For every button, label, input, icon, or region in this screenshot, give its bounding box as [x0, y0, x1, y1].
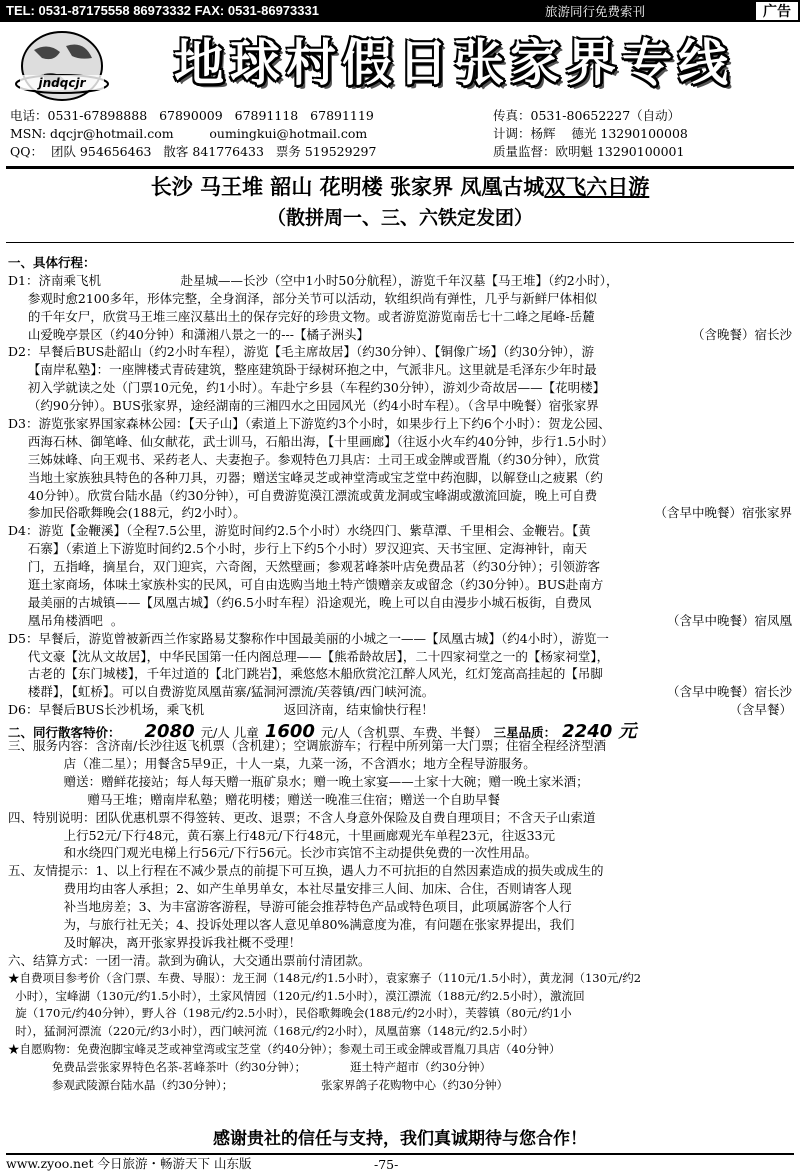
line-text: 40分钟）。欣赏台陆水晶（约30分钟），可自费游览漠江漂流或黄龙洞或宝峰湖或激流回旋，晚上可自费	[8, 487, 598, 503]
line-right-note: （含早中晚餐）宿长沙	[666, 684, 792, 700]
line-text: 四、特别说明：团队优惠机票不得签转、更改、退票；不含人身意外保险及自费自理项目；不含天子山索道	[8, 809, 596, 825]
star-label: 三星品质：	[493, 725, 557, 741]
text-line	[8, 1077, 794, 1095]
line-text: D5：早餐后，游览曾被新西兰作家路易艾黎称作中国最美丽的小城之一——【凤凰古城】（约4小时），游览一	[8, 630, 609, 646]
line-text: 逛土家商场，体味土家族朴实的民风，可自由选购当地土特产馈赠亲友或留念（约30分钟）。BUS赴南方	[8, 577, 604, 593]
footer	[6, 1153, 794, 1173]
text-line	[8, 254, 794, 272]
text-line	[8, 719, 794, 743]
text-line	[8, 898, 794, 916]
line-text: 费用均由客人承担；2、如产生单男单女，本社尽量安排三人间、加床、合住，否则请客人现	[8, 881, 572, 897]
contact-fax: 传真：0531-80652227（自动）	[493, 108, 681, 123]
line-text: 【南岸私塾】：一座牌楼式青砖建筑，整座建筑卧于绿树环抱之中，气派非凡。这里就是毛泽东少年时最	[8, 362, 597, 378]
page-title: 地球村假日张家界专线	[174, 34, 734, 92]
line-text: 五、友情提示：1、以上行程在不减少景点的前提下可互换，遇人力不可抗拒的自然因素造成的损失或成生的	[8, 863, 604, 879]
line-text: ★自愿购物：免费泡脚宝峰灵芝或神堂湾或宝芝堂（约40分钟）；参观土司王或金牌或晋胤刀具店（40分钟）	[8, 1042, 561, 1057]
contact-qq: QQ： 团队 954656463 散客 841776433 票务 519529297	[10, 144, 377, 159]
text-line	[8, 558, 794, 576]
line-right-note: （含早中晚餐）宿凤凰	[666, 612, 792, 628]
line-text: 西海石林、御笔峰、仙女献花，武士训马，石船出海，【十里画廊】（往返小火车约40分钟，步行1.5小时）	[8, 433, 614, 449]
line-text: 小时），宝峰湖（130元/约1.5小时），土家风情园（120元/约1.5小时），漠江漂流（188元/约2.5小时），激流回	[8, 988, 585, 1003]
text-line	[8, 737, 794, 755]
line-text: 参观武陵源台陆水晶（约30分钟）； 张家界鸽子花购物中心（约30分钟）	[8, 1077, 509, 1092]
route-main: 长沙 马王堆 韶山 花明楼 张家界 凤凰古城	[150, 175, 545, 199]
line-text: 赠送：赠鲜花接站；每人每天赠一瓶矿泉水；赠一晚土家宴——土家十大碗；赠一晚土家米酒；	[8, 773, 589, 789]
contact-quality: 质量监督：欧明魁 13290100001	[493, 144, 685, 159]
divider	[6, 242, 794, 243]
line-text: ★自费项目参考价（含门票、车费、导服）：龙王洞（148元/约1.5小时），袁家寨子（110元/1.5小时），黄龙洞（130元/约2	[8, 970, 642, 985]
text-line	[8, 469, 794, 487]
text-line	[8, 540, 794, 558]
line-text: 当地土家族独具特色的各种刀具，刃器；赠送宝峰灵芝或神堂湾或宝芝堂中药泡脚，以解登山之疲累（约	[8, 469, 603, 485]
text-line	[8, 576, 794, 594]
text-line	[8, 504, 794, 522]
line-right-note: （含早中晚餐）宿张家界	[654, 505, 792, 521]
line-text: 三姊妹峰、向王观书、采药老人、夫妻抱子。参观特色刀具店：土司王或金牌或晋胤（约30分钟），欣赏	[8, 451, 601, 467]
text-line	[8, 934, 794, 952]
text-line	[8, 308, 794, 326]
line-text: 六、结算方式：一团一清。款到为确认，大交通出票前付清团款。	[8, 952, 371, 968]
line-text: 旋（170元/约40分钟），野人谷（198元/约2.5小时），民俗歌舞晚会(188元/约2小时），芙蓉镇（80元/约1小	[8, 1006, 572, 1021]
line-text: 店（准二星）；用餐含5早9正，十人一桌，九菜一汤，不含酒水；地方全程导游服务。	[8, 755, 536, 771]
text-line	[8, 844, 794, 862]
line-text: D4：游览【金鞭溪】（全程7.5公里，游览时间约2.5个小时）水绕四门、紫草潭、千里相会、金鞭岩。【黄	[8, 523, 591, 539]
text-line	[8, 343, 794, 361]
itinerary-body	[8, 254, 794, 1095]
line-text: 补当地房差；3、为丰富游客游程，导游可能会推荐特色产品或特色项目，此项属游客个人行	[8, 899, 572, 915]
line-text: 的千年女尸，欣赏马王堆三座汉墓出土的保存完好的珍贵文物。或者游览游览南岳七十二峰之尾峰-岳麓	[8, 308, 595, 324]
text-line	[8, 970, 794, 988]
route-subheading: （散拼周一、三、六铁定发团）	[266, 207, 533, 229]
text-line	[8, 1023, 794, 1041]
line-text: D6：早餐后BUS长沙机场，乘飞机 返回济南，结束愉快行程！	[8, 702, 434, 718]
text-line	[8, 1059, 794, 1077]
ad-label: 广告	[754, 0, 800, 22]
text-line	[8, 683, 794, 701]
line-text: 上行52元/下行48元，黄石寨上行48元/下行48元，十里画廊观光车单程23元，往返33元	[8, 827, 555, 843]
text-line	[8, 755, 794, 773]
text-line	[8, 290, 794, 308]
text-line	[8, 809, 794, 827]
top-bar	[0, 0, 800, 22]
logo-text: jndqcjr	[38, 76, 86, 90]
line-text: 二、同行散客特价：	[8, 725, 121, 741]
text-line	[8, 1041, 794, 1059]
text-line	[8, 361, 794, 379]
text-line	[8, 630, 794, 648]
line-text: 及时解决，离开张家界投诉我社概不受理！	[8, 934, 302, 950]
line-text: 参加民俗歌舞晚会(188元，约2小时）。	[8, 505, 246, 521]
line-text: 为，与旅行社无关；4、投诉处理以客人意见单80%满意度为准，有问题在张家界提出，我们	[8, 916, 575, 932]
adult-unit: 元/人 儿童	[200, 725, 259, 741]
child-price: 1600	[264, 721, 315, 743]
line-text: D1：济南乘飞机 赴星城——长沙（空中1小时50分航程），游览千年汉墓【马王堆】（约2小时），	[8, 272, 619, 288]
child-unit: 元/人（含机票、车费、半餐）	[320, 725, 488, 741]
text-line	[8, 487, 794, 505]
text-line	[8, 612, 794, 630]
line-text: 一、具体行程：	[8, 255, 96, 270]
text-line	[8, 451, 794, 469]
text-line	[8, 415, 794, 433]
text-line	[8, 433, 794, 451]
text-line	[8, 397, 794, 415]
line-text: D2：早餐后BUS赴韶山（约2小时车程），游览【毛主席故居】（约30分钟）、【铜像广场】（约30分钟），游	[8, 344, 595, 360]
text-line	[8, 379, 794, 397]
free-catalog-note: 旅游同行免费索刊	[545, 4, 646, 19]
thanks-banner: 感谢贵社的信任与支持，我们真诚期待与您合作！	[213, 1129, 587, 1149]
text-line	[8, 952, 794, 970]
line-text: D3：游览张家界国家森林公园：【天子山】（索道上下游览约3个小时，如果步行上下约6个小时）：贺龙公园、	[8, 416, 611, 432]
line-right-note: （含晚餐）宿长沙	[691, 326, 792, 342]
line-text: 免费品尝张家界特色名茶-茗峰茶叶（约30分钟）； 逛土特产超市（约30分钟）	[8, 1060, 492, 1075]
line-text: 最美丽的古城镇——【凤凰古城】（约6.5小时车程）沿途观光，晚上可以自由漫步小城石板街，自费凤	[8, 594, 592, 610]
text-line	[8, 827, 794, 845]
line-text: 参观时愈2100多年，形体完整，全身润泽，部分关节可以活动，软组织尚有弹性，几乎与新鲜尸体相似	[8, 290, 598, 306]
divider	[6, 166, 794, 169]
text-line	[8, 916, 794, 934]
star-price: 2240 元	[562, 721, 637, 743]
line-text: 代文豪【沈从文故居】，中华民国第一任内阁总理——【熊希龄故居】，二十四家祠堂之一的【杨家祠堂】，	[8, 648, 610, 664]
text-line	[8, 522, 794, 540]
text-line	[8, 791, 794, 809]
line-text: 门，五指峰，摘星台，双门迎宾，六奇阁，天然壁画；参观茗峰茶叶店免费品茗（约30分钟）；引领游客	[8, 559, 601, 575]
footer-site: www.zyoo.net 今日旅游・畅游天下 山东版	[6, 1156, 252, 1172]
line-text: 古老的【东门城楼】，千年过道的【北门跳岩】，乘悠悠木船欣赏沱江醉人风光，红灯笼高高挂起的【吊脚	[8, 666, 603, 682]
text-line	[8, 773, 794, 791]
line-text: 楼群】，【虹桥】。可以自费游览凤凰苗寨/猛洞河漂流/芙蓉镇/西门峡河流。	[8, 684, 435, 700]
line-right-note: （含早餐）	[729, 702, 792, 718]
route-heading	[0, 173, 800, 201]
text-line	[8, 862, 794, 880]
text-line	[8, 988, 794, 1006]
top-phones: TEL: 0531-87175558 86973332 FAX: 0531-86973331	[6, 2, 319, 18]
line-text: 山爱晚亭景区（约40分钟）和潇湘八景之一的---【橘子洲头】	[8, 326, 369, 342]
line-text: 石寨】（索道上下游览时间约2.5个小时，步行上下约5个小时）罗汉迎宾、天书宝匣、定海神针，南天	[8, 541, 587, 557]
contact-msn: MSN: dqcjr@hotmail.com oumingkui@hotmail.com	[10, 126, 368, 141]
line-text: 凰吊角楼酒吧 。	[8, 612, 124, 628]
text-line	[8, 326, 794, 344]
line-text: （约90分钟）。BUS张家界，途经湖南的三湘四水之田园风光（约4小时车程）。（含早中晚餐）宿张家界	[8, 398, 599, 414]
text-line	[8, 701, 794, 719]
page-number: -75-	[374, 1157, 399, 1172]
text-line	[8, 648, 794, 666]
line-text: 赠马王堆；赠南岸私塾；赠花明楼；赠送一晚准三住宿；赠送一个自助早餐	[8, 791, 500, 807]
contact-planner: 计调：杨辉 德光 13290100008	[493, 126, 688, 141]
text-line	[8, 665, 794, 683]
text-line	[8, 1005, 794, 1023]
adult-price: 2080	[144, 721, 195, 743]
line-text: 和水绕四门观光电梯上行56元/下行56元。长沙市宾馆不主动提供免费的一次性用品。	[8, 845, 538, 861]
line-text: 初入学就读之处（门票10元免，约1小时）。车赴宁乡县（车程约30分钟），游刘少奇故居——【花明楼】	[8, 380, 606, 396]
text-line	[8, 272, 794, 290]
globe-logo	[14, 28, 110, 104]
route-tail: 双飞六日游	[544, 175, 650, 199]
line-text: 三、服务内容：含济南/长沙往返飞机票（含机建）；空调旅游车；行程中所列第一大门票；住宿全程经济型酒	[8, 738, 606, 754]
text-line	[8, 594, 794, 612]
contact-phone: 电话：0531-67898888 67890009 67891118 67891119	[10, 108, 374, 123]
line-text: 时），猛洞河漂流（220元/约3小时），西门峡河流（168元/约2小时），凤凰苗寨（148元/约2.5小时）	[8, 1024, 534, 1039]
text-line	[8, 880, 794, 898]
